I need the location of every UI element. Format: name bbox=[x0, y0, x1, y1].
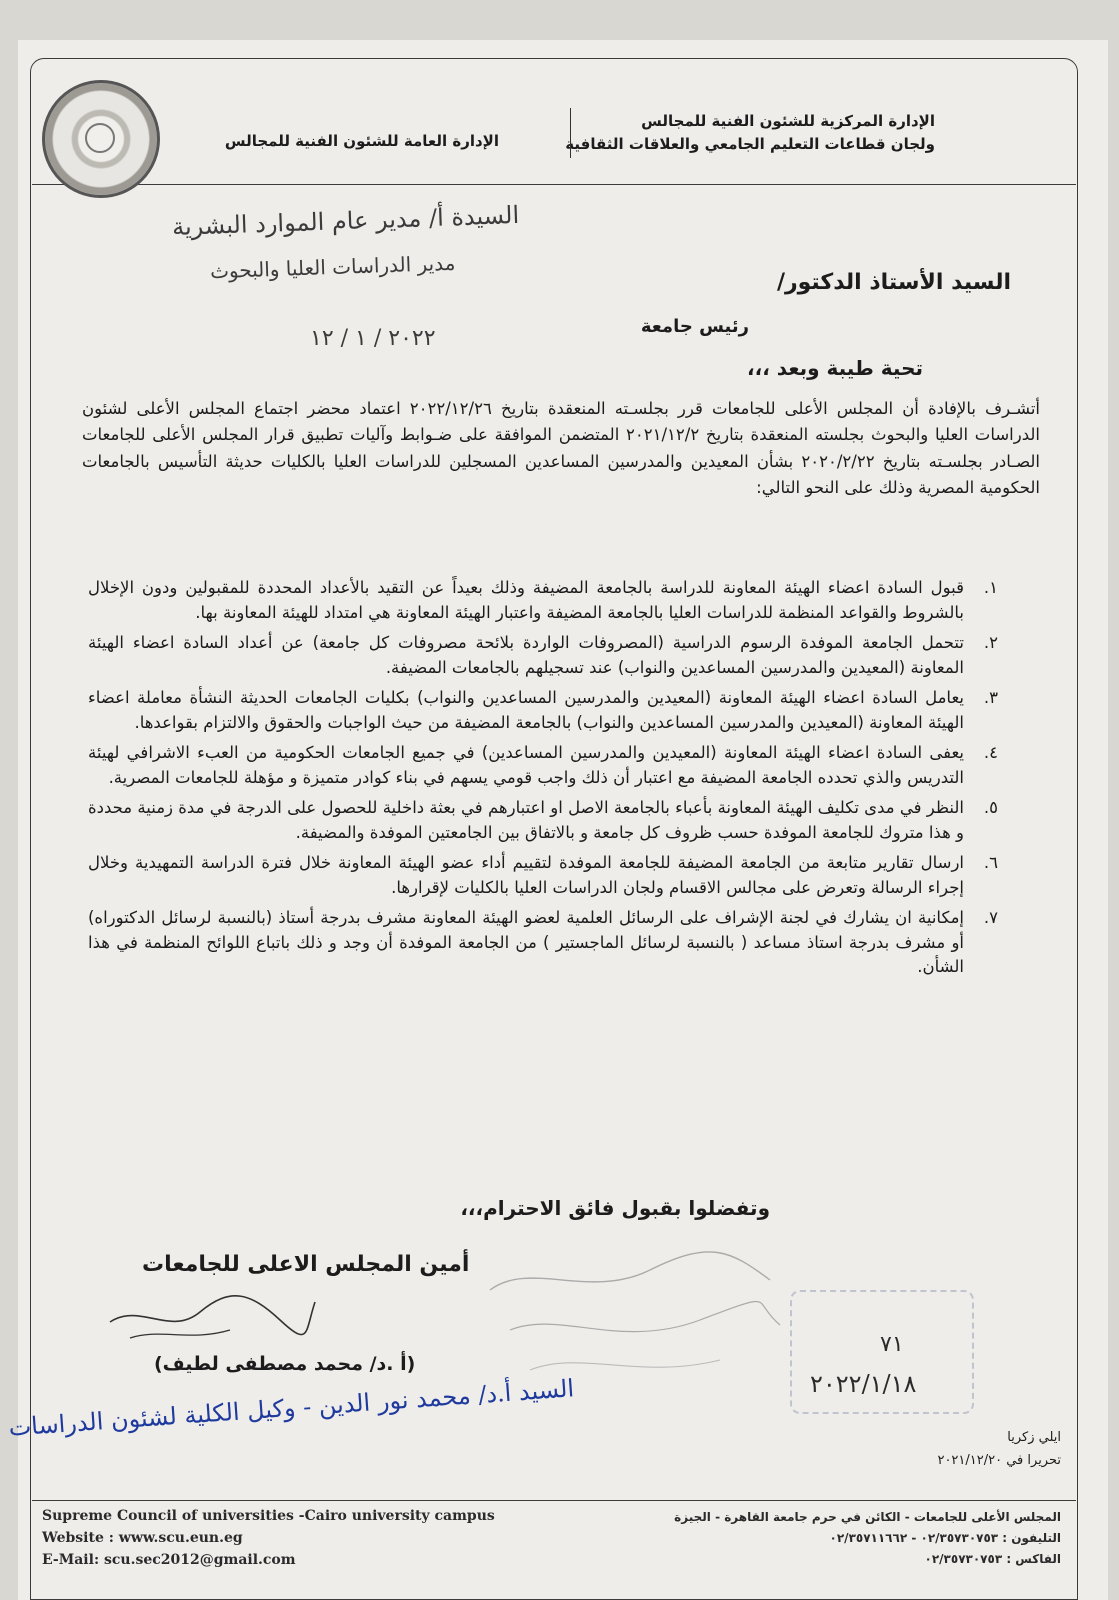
list-item-number: ٣. bbox=[983, 688, 998, 707]
list-item bbox=[88, 906, 998, 980]
header-left-line: الإدارة العامة للشئون الفنية للمجالس bbox=[224, 132, 499, 150]
footer-council-name: Supreme Council of universities -Cairo university campus bbox=[42, 1508, 495, 1524]
list-item bbox=[88, 851, 998, 900]
list-item-number: ٤. bbox=[983, 743, 998, 762]
header-divider bbox=[32, 184, 1076, 185]
handwritten-note-line1: السيدة أ/ مدير عام الموارد البشرية bbox=[171, 200, 520, 242]
addressee-role: رئيس جامعة bbox=[640, 316, 749, 337]
list-item bbox=[88, 576, 998, 625]
header-right-line2: ولجان قطاعات التعليم الجامعي والعلاقات الثقافية bbox=[565, 135, 935, 153]
list-item-text: يعامل السادة اعضاء الهيئة المعاونة (المعيدين والمدرسين المساعدين والنواب) بكليات الجامعات الحديثة النشأة معاملة اعضاء الهيئة المعاونة (المعيدين والمدرسين المساعدين والنواب) بالجامعة المضيفة من حيث الواجبات والحقوق والالتزام بقواعدها. bbox=[88, 688, 964, 732]
council-seal-icon bbox=[42, 80, 160, 198]
handwritten-note-date: ٢٠٢٢ / ١ / ١٢ bbox=[310, 326, 436, 351]
list-item-text: تتحمل الجامعة الموفدة الرسوم الدراسية (المصروفات الواردة بلائحة مصروفات كل جامعة) عن أعداد السادة اعضاء الهيئة المعاونة (المعيدين والمدرسين المساعدين والنواب) عند تسجيلهم بالجامعات المضيفة. bbox=[88, 633, 964, 677]
addressee-title: السيد الأستاذ الدكتور/ bbox=[776, 270, 1011, 295]
list-item-text: قبول السادة اعضاء الهيئة المعاونة للدراسة بالجامعة المضيفة وذلك بعيداً عن التقيد بالأعداد المحددة للمقبولين ودون الإخلال بالشروط والقواعد المنظمة للدراسات العليا بالجامعة المضيفة واعتبار الهيئة المعاونة هي امتداد للهيئة المعاونة بها. bbox=[88, 578, 964, 622]
list-item bbox=[88, 796, 998, 845]
signature-scribble-icon bbox=[100, 1282, 320, 1346]
pencil-scribble-icon bbox=[470, 1230, 790, 1400]
footer-fax-ar: الفاكس : ٠٢/٣٥٧٣٠٧٥٣ bbox=[924, 1552, 1061, 1566]
stamp-number: ٧١ bbox=[880, 1332, 904, 1357]
body-paragraph: أتشـرف بالإفادة أن المجلس الأعلى للجامعات قرر بجلسـته المنعقدة بتاريخ ٢٠٢٢/١٢/٢٦ اعتماد محضر اجتماع المجلس الأعلى لشئون الدراسات العليا والبحوث بجلسته المنعقدة بتاريخ ٢٠٢١/١٢/٢ المتضمن الموافقة على ضـوابط وآليات تطبيق قرار المجلس الأعلى للجامعات الصـادر بجلسـته بتاريخ ٢٠٢٠/٢/٢٢ بشأن المعيدين والمدرسين المساعدين المسجلين للدراسات العليا بالكليات حديثة التأسيس بالجامعات الحكومية المصرية وذلك على النحو التالي: bbox=[82, 399, 1040, 498]
list-item-number: ٧. bbox=[983, 908, 998, 927]
list-item-text: ارسال تقارير متابعة من الجامعة المضيفة للجامعة الموفدة لتقييم أداء عضو الهيئة المعاونة خلال فترة الدراسة التمهيدية وخلال إجراء الرسالة وتعرض على مجالس الاقسام ولجان الدراسات العليا بالكليات لإقرارها. bbox=[88, 853, 964, 897]
typist-name: ايلي زكريا bbox=[1007, 1430, 1061, 1445]
closing-line: وتفضلوا بقبول فائق الاحترام،،، bbox=[460, 1196, 770, 1220]
signature-title: أمين المجلس الاعلى للجامعات bbox=[142, 1252, 470, 1277]
signatory-name: (أ .د/ محمد مصطفى لطيف) bbox=[154, 1353, 416, 1375]
conditions-list bbox=[88, 576, 998, 986]
footer-address-ar: المجلس الأعلى للجامعات - الكائن في حرم جامعة القاهرة - الجيزة bbox=[674, 1510, 1061, 1524]
list-item bbox=[88, 631, 998, 680]
header-separator bbox=[570, 108, 571, 158]
list-item-number: ٦. bbox=[983, 853, 998, 872]
list-item-number: ١. bbox=[983, 578, 998, 597]
list-item-number: ٢. bbox=[983, 633, 998, 652]
footer-phone-ar: التليفون : ٠٢/٣٥٧٣٠٧٥٣ - ٠٢/٣٥٧١١٦٦٢ bbox=[829, 1531, 1061, 1545]
greeting: تحية طيبة وبعد ،،، bbox=[747, 356, 923, 380]
footer-divider bbox=[32, 1500, 1076, 1501]
footer-website: Website : www.scu.eun.eg bbox=[42, 1530, 243, 1546]
stamp-date: ٢٠٢٢/١/١٨ bbox=[810, 1370, 917, 1398]
list-item bbox=[88, 741, 998, 790]
list-item-text: إمكانية ان يشارك في لجنة الإشراف على الرسائل العلمية لعضو الهيئة المعاونة مشرف بدرجة أستاذ (بالنسبة لرسائل الدكتوراه) أو مشرف بدرجة استاذ مساعد ( بالنسبة لرسائل الماجستير ) من الجامعة الموفدة أن وجد و ذلك باتباع اللوائح المنظمة في هذا الشأن. bbox=[88, 908, 964, 976]
list-item bbox=[88, 686, 998, 735]
handwritten-blue-note: السيد أ.د/ محمد نور الدين - وكيل الكلية لشئون الدراسات bbox=[7, 1374, 575, 1442]
handwritten-note-line2: مدير الدراسات العليا والبحوث bbox=[209, 250, 456, 284]
list-item-number: ٥. bbox=[983, 798, 998, 817]
written-date: تحريرا في ٢٠٢١/١٢/٢٠ bbox=[937, 1453, 1061, 1468]
list-item-text: يعفى السادة اعضاء الهيئة المعاونة (المعيدين والمدرسين المساعدين) في جميع الجامعات الحكومية من العبء الاشرافي لهيئة التدريس والذي تحدده الجامعة المضيفة مع اعتبار أن ذلك واجب قومي يسهم في بناء كوادر متميزة و مؤهلة للجامعات المصرية. bbox=[88, 743, 964, 787]
header-right-line1: الإدارة المركزية للشئون الفنية للمجالس bbox=[641, 112, 935, 130]
footer-email: E-Mail: scu.sec2012@gmail.com bbox=[42, 1552, 296, 1568]
list-item-text: النظر في مدى تكليف الهيئة المعاونة بأعباء بالجامعة الاصل او اعتبارهم في بعثة داخلية للحصول على الدرجة في مدة زمنية محددة و هذا متروك للجامعة الموفدة حسب ظروف كل جامعة و بالاتفاق بين الجامعتين الموفدة والمضيفة. bbox=[88, 798, 964, 842]
